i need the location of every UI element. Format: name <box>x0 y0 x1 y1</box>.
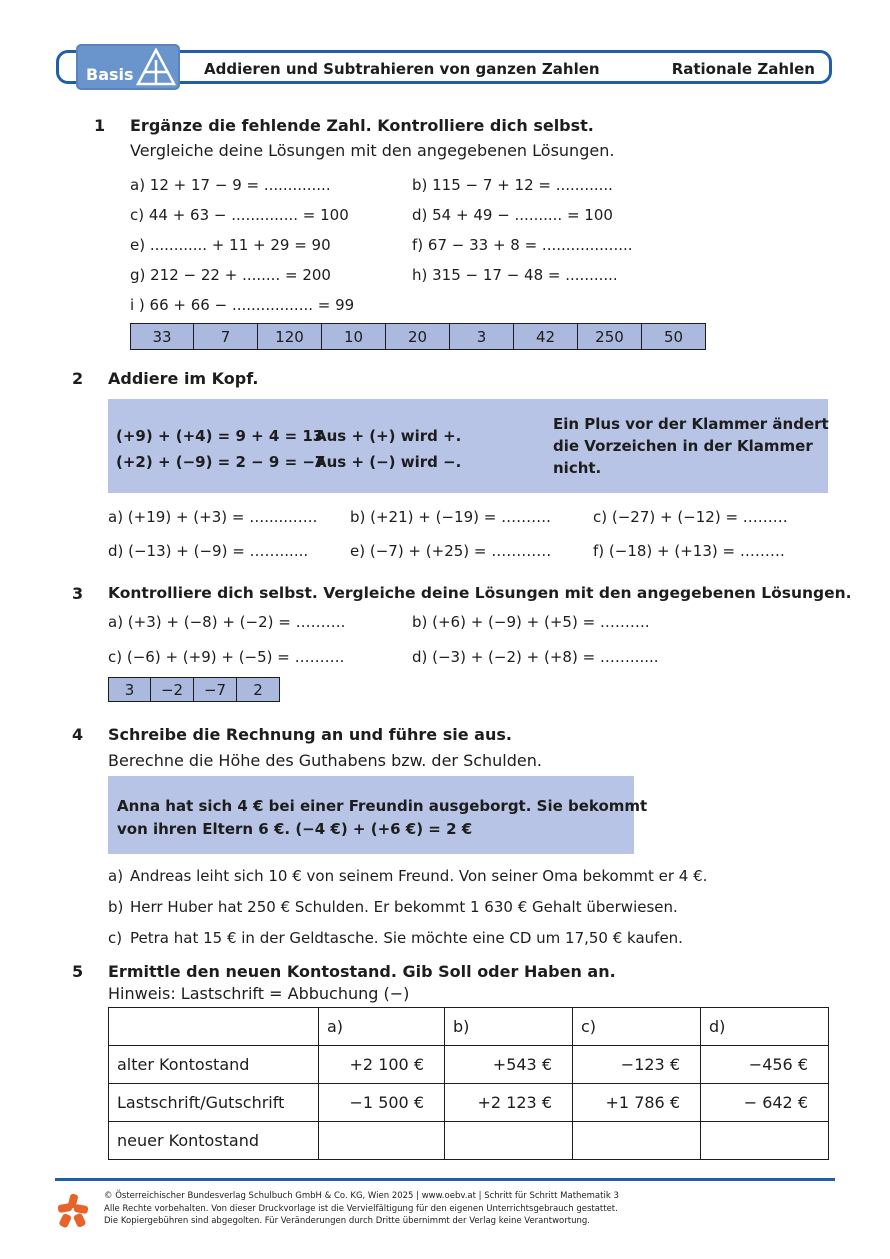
task-item: d) (−3) + (−2) + (+8) = ……...... <box>412 648 659 666</box>
exercise-heading: Addiere im Kopf. <box>108 369 259 388</box>
task-item: a) (+3) + (−8) + (−2) = ………. <box>108 613 346 631</box>
task-item: a) (+19) + (+3) = …......….. <box>108 508 318 526</box>
task-text: Andreas leiht sich 10 € von seinem Freund. Von seiner Oma bekommt er 4 €. <box>130 867 708 885</box>
page-topic: Rationale Zahlen <box>671 60 815 78</box>
exercise-number: 5 <box>72 962 84 981</box>
table-cell-empty <box>573 1122 701 1160</box>
table-row <box>109 1084 829 1122</box>
task-item: d) 54 + 49 − .......... = 100 <box>412 206 613 224</box>
table-cell: − 642 € <box>701 1084 829 1122</box>
exercise-subheading: Berechne die Höhe des Guthabens bzw. der Schulden. <box>108 751 542 770</box>
publisher-logo-icon <box>56 1192 90 1228</box>
solution-cell: 20 <box>386 323 450 350</box>
page-title: Addieren und Subtrahieren von ganzen Zahlen <box>204 60 600 78</box>
task-item: a) 12 + 17 − 9 = .............. <box>130 176 331 194</box>
level-badge <box>76 44 180 90</box>
task-item: c) (−6) + (+9) + (−5) = ………. <box>108 648 345 666</box>
table-row <box>109 1122 829 1160</box>
footer-divider <box>55 1178 835 1181</box>
solution-cell: −2 <box>151 677 194 702</box>
table-cell: +2 100 € <box>319 1046 445 1084</box>
task-item: h) 315 − 17 − 48 = ........... <box>412 266 618 284</box>
task-text: Petra hat 15 € in der Geldtasche. Sie möchte eine CD um 17,50 € kaufen. <box>130 929 683 947</box>
table-cell: −123 € <box>573 1046 701 1084</box>
exercise-subheading: Vergleiche deine Lösungen mit den angegebenen Lösungen. <box>130 141 615 160</box>
table-row <box>109 1046 829 1084</box>
table-row-label: Lastschrift/Gutschrift <box>109 1084 319 1122</box>
solution-cell: 42 <box>514 323 578 350</box>
rule-line: Aus + (+) wird +. <box>315 427 462 445</box>
task-item: f) (−18) + (+13) = ……… <box>593 542 785 560</box>
level-label: Basis <box>86 65 134 84</box>
hint-line: nicht. <box>553 459 602 477</box>
solution-cell: 2 <box>237 677 280 702</box>
solution-cell: 10 <box>322 323 386 350</box>
hint-line: die Vorzeichen in der Klammer <box>553 437 813 455</box>
task-item: b) (+6) + (−9) + (+5) = ………. <box>412 613 650 631</box>
solution-cell: 250 <box>578 323 642 350</box>
table-row-label: neuer Kontostand <box>109 1122 319 1160</box>
exercise-number: 1 <box>94 116 106 135</box>
task-label: a) <box>108 867 124 885</box>
task-item: i ) 66 + 66 − ................. = 99 <box>130 296 355 314</box>
table-cell: +2 123 € <box>445 1084 573 1122</box>
table-cell-empty <box>701 1122 829 1160</box>
table-cell-empty <box>319 1122 445 1160</box>
footer-line: © Österreichischer Bundesverlag Schulbuch GmbH & Co. KG, Wien 2025 | www.oebv.at | Schritt für Schritt Mathematik 3 <box>104 1191 619 1201</box>
solution-cell: 120 <box>258 323 322 350</box>
solution-cell: −7 <box>194 677 237 702</box>
table-header-cell: b) <box>445 1008 573 1046</box>
table-header-cell <box>109 1008 319 1046</box>
example-box <box>108 776 648 854</box>
solution-cell: 7 <box>194 323 258 350</box>
solution-cell: 33 <box>130 323 194 350</box>
solution-cell: 3 <box>108 677 151 702</box>
solution-cell: 3 <box>450 323 514 350</box>
table-cell: −456 € <box>701 1046 829 1084</box>
exercise-heading: Schreibe die Rechnung an und führe sie aus. <box>108 725 512 744</box>
table-row-label: alter Kontostand <box>109 1046 319 1084</box>
solution-strip <box>108 677 280 702</box>
table-cell: +543 € <box>445 1046 573 1084</box>
table-cell-empty <box>445 1122 573 1160</box>
exercise-heading: Ermittle den neuen Kontostand. Gib Soll oder Haben an. <box>108 962 616 981</box>
example-line: (+2) + (−9) = 2 − 9 = −7 <box>116 453 326 471</box>
exercise-heading: Kontrolliere dich selbst. Vergleiche deine Lösungen mit den angegebenen Lösungen. <box>108 584 852 602</box>
exercise-number: 2 <box>72 369 84 388</box>
exercise-hint: Hinweis: Lastschrift = Abbuchung (−) <box>108 984 410 1003</box>
example-line: (+9) + (+4) = 9 + 4 = 13 <box>116 427 324 445</box>
table-header-cell: d) <box>701 1008 829 1046</box>
example-line: Anna hat sich 4 € bei einer Freundin ausgeborgt. Sie bekommt <box>117 797 648 815</box>
solution-cell: 50 <box>642 323 706 350</box>
exercise-number: 3 <box>72 584 84 603</box>
task-item: e) (−7) + (+25) = ………… <box>350 542 552 560</box>
task-item: e) ............ + 11 + 29 = 90 <box>130 236 331 254</box>
task-item: c) (−27) + (−12) = ……… <box>593 508 788 526</box>
exercise-heading: Ergänze die fehlende Zahl. Kontrolliere dich selbst. <box>130 116 594 135</box>
example-line: von ihren Eltern 6 €. (−4 €) + (+6 €) = 2 € <box>117 820 473 838</box>
footer-line: Die Kopiergebühren sind abgegolten. Für Veränderungen durch Dritte übernimmt der Verlag keine Verantwortung. <box>104 1216 590 1226</box>
example-box <box>108 399 828 493</box>
task-item: d) (−13) + (−9) = ……...... <box>108 542 309 560</box>
task-label: c) <box>108 929 123 947</box>
table-cell: −1 500 € <box>319 1084 445 1122</box>
hint-line: Ein Plus vor der Klammer ändert <box>553 415 829 433</box>
task-item: b) (+21) + (−19) = ………. <box>350 508 551 526</box>
table-header-row <box>109 1008 829 1046</box>
task-text: Herr Huber hat 250 € Schulden. Er bekommt 1 630 € Gehalt überwiesen. <box>130 898 678 916</box>
task-item: b) 115 − 7 + 12 = ............ <box>412 176 613 194</box>
task-item: c) 44 + 63 − .............. = 100 <box>130 206 349 224</box>
table-cell: +1 786 € <box>573 1084 701 1122</box>
footer-line: Alle Rechte vorbehalten. Von dieser Druckvorlage ist die Vervielfältigung für den eigenen Unterrichtsgebrauch gestattet. <box>104 1204 618 1214</box>
task-item: f) 67 − 33 + 8 = ................... <box>412 236 633 254</box>
exercise-number: 4 <box>72 725 84 744</box>
rule-line: Aus + (−) wird −. <box>315 453 462 471</box>
account-table <box>108 1007 829 1160</box>
level-triangle-icon <box>136 48 176 86</box>
task-item: g) 212 − 22 + ........ = 200 <box>130 266 331 284</box>
task-label: b) <box>108 898 124 916</box>
table-header-cell: c) <box>573 1008 701 1046</box>
solution-strip <box>130 323 706 350</box>
table-header-cell: a) <box>319 1008 445 1046</box>
